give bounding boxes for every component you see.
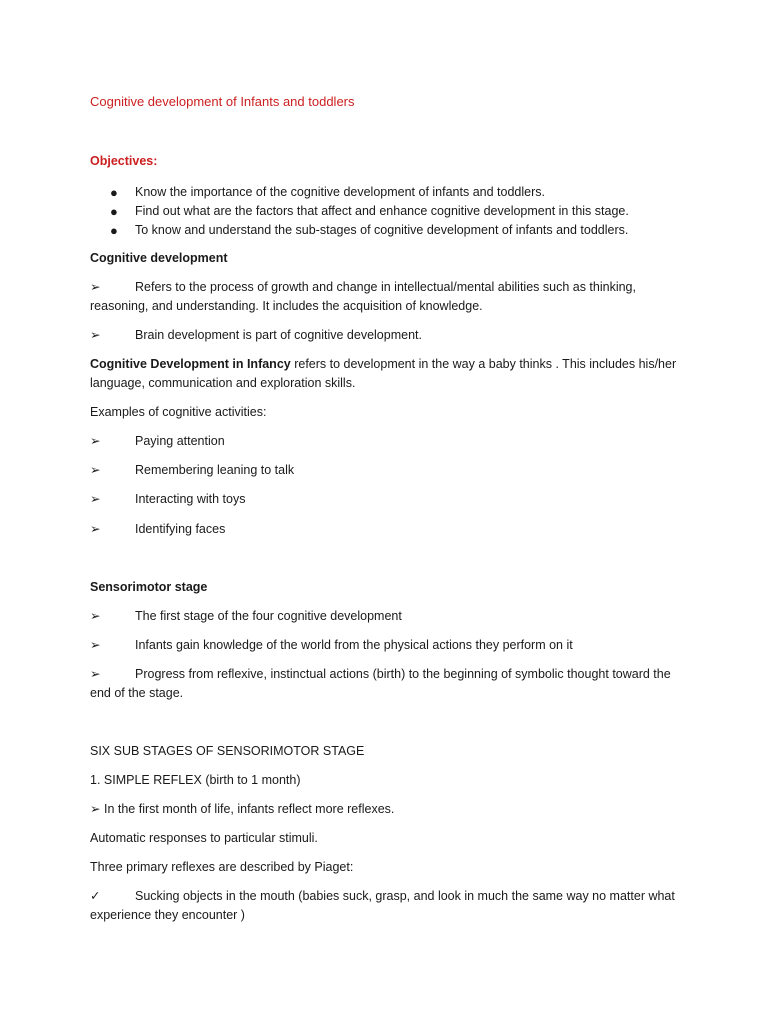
list-item: ➢ Identifying faces (90, 520, 690, 539)
sensorimotor-heading: Sensorimotor stage (90, 580, 208, 594)
arrow-icon: ➢ (90, 638, 101, 652)
objectives-heading: Objectives: (90, 154, 158, 168)
list-item: ➢ The first stage of the four cognitive development (90, 607, 690, 626)
piaget-text: Three primary reflexes are described by Piaget: (90, 860, 354, 874)
arrow-icon: ➢ (90, 463, 101, 477)
stage1-heading: 1. SIMPLE REFLEX (birth to 1 month) (90, 773, 301, 787)
list-item: ➢ Progress from reflexive, instinctual actions (birth) to the beginning of symbolic thought toward the end of the stage. (90, 667, 671, 700)
list-item: ✓ Sucking objects in the mouth (babies suck, grasp, and look in much the same way no matter what experience they encounter ) (90, 889, 675, 922)
automatic-responses-text: Automatic responses to particular stimuli. (90, 831, 318, 845)
list-item: ➢ Remembering leaning to talk (90, 461, 690, 480)
arrow-icon: ➢ (90, 328, 101, 342)
arrow-icon: ➢ (90, 667, 101, 681)
substages-heading: SIX SUB STAGES OF SENSORIMOTOR STAGE (90, 744, 365, 758)
check-icon: ✓ (90, 889, 101, 903)
objectives-list (90, 183, 629, 240)
infancy-paragraph: Cognitive Development in Infancy refers to development in the way a baby thinks . This includes his/her language, communication and exploration skills. (90, 357, 677, 390)
list-item: ● Know the importance of the cognitive development of infants and toddlers. (110, 185, 545, 200)
document-title: Cognitive development of Infants and toddlers (90, 94, 355, 109)
arrow-icon: ➢ (90, 492, 101, 506)
list-item: ➢ Paying attention (90, 432, 690, 451)
list-item: ➢ Brain development is part of cognitive development. (90, 326, 690, 345)
examples-heading: Examples of cognitive activities: (90, 405, 267, 419)
list-item: ● To know and understand the sub-stages of cognitive development of infants and toddlers. (110, 223, 629, 238)
bullet-icon: ● (110, 204, 118, 219)
bullet-icon: ● (110, 185, 118, 200)
cognitive-development-heading: Cognitive development (90, 251, 228, 265)
list-item: ➢ Refers to the process of growth and change in intellectual/mental abilities such as thinking, reasoning, and understanding. It includes the acquisition of knowledge. (90, 280, 636, 313)
list-item: ➢ Infants gain knowledge of the world from the physical actions they perform on it (90, 636, 690, 655)
arrow-icon: ➢ (90, 609, 101, 623)
list-item: ➢ In the first month of life, infants reflect more reflexes. (90, 802, 395, 816)
arrow-icon: ➢ (90, 280, 101, 294)
arrow-icon: ➢ (90, 802, 101, 816)
list-item: ● Find out what are the factors that affect and enhance cognitive development in this stage. (110, 204, 629, 219)
arrow-icon: ➢ (90, 434, 101, 448)
arrow-icon: ➢ (90, 522, 101, 536)
list-item: ➢ Interacting with toys (90, 490, 690, 509)
bullet-icon: ● (110, 223, 118, 238)
